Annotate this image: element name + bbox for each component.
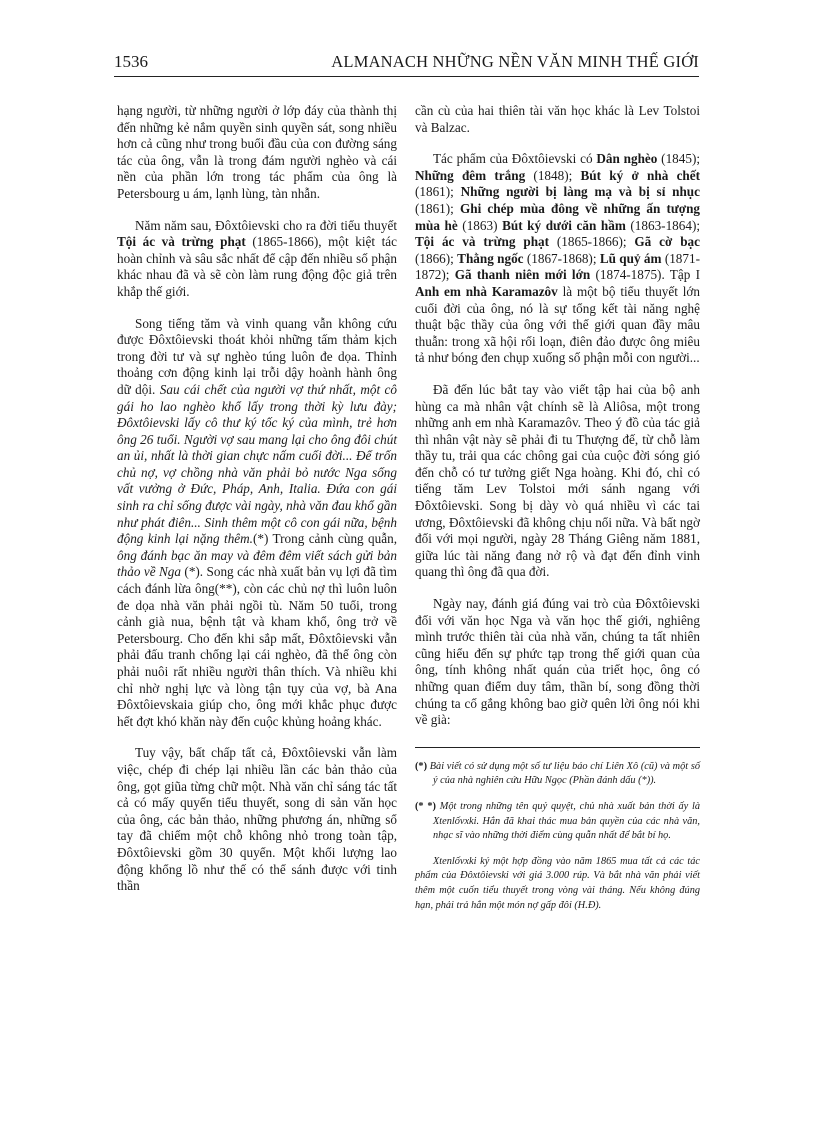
footnote-text: Bài viết có sử dụng một số tư liệu báo chí Liên Xô (cũ) và một số ý của nhà nghiên cứu Hữu Ngọc (Phần đánh dấu (*)). [427, 760, 700, 787]
footnote [415, 800, 700, 844]
book-title: Ghi chép mùa đông về những ấn tượng mùa hè [415, 200, 700, 233]
book-title: Gã thanh niên mới lớn [454, 267, 591, 283]
text-run: (1848); [525, 167, 581, 183]
text-run: Song tiếng tăm và vinh quang vẫn không cứu được Đôxtôievski thoát khỏi những tấm thảm kịch trong đời tư và sự nghèo túng luôn đe dọa. Thỉnh thoảng cơn động kinh lại trỗi dậy hoành hành ông dữ dội. [117, 315, 397, 397]
book-title: Bút ký ở nhà chết [580, 167, 701, 183]
text-run: (1871-1872); [415, 250, 700, 283]
footnote-text: Một trong những tên quỷ quyệt, chủ nhà xuất bản thời ấy là Xtenlốvxki. Hắn đã khai thác mua bản quyền của các nhà văn, nhạc sĩ vào những thời điểm cùng quẫn nhất để bắt bí họ. [433, 800, 701, 842]
paragraph [415, 151, 700, 367]
text-run: (1845); [657, 151, 700, 167]
book-title: Anh em nhà Karamazôv [415, 283, 558, 299]
text-run: (*). Song các nhà xuất bản vụ lợi đã tìm cách đánh lừa ông(**), còn các chủ nợ thì luôn luôn đe dọa nhà văn phải ngồi tù. Năm 50 tuổi, trong cảnh già nua, bệnh tật và kham khổ, ông trở về Petersbourg. Cho đến khi sắp mất, Đôxtôievski vẫn phải đấu tranh chống lại cái nghèo, đã thế ông còn phải nuôi rất nhiều người thân thích. Và nhiều khi chỉ nhờ nghị lực và lòng tận tụy của vợ, bà Ana Đôxtôievskaia giúp cho, ông mới khắc phục được hết đợt khó khăn này đến cuộc khủng hoảng khác. [117, 564, 397, 729]
text-run: (1866); [415, 250, 458, 266]
paragraph: Tuy vậy, bất chấp tất cả, Đôxtôievski vẫn làm việc, chép đi chép lại nhiều lần các bản thảo của ông, gọt giũa từng chữ một. Nhà văn chỉ sáng tác tất cả có mấy quyển tiểu thuyết, song di sản văn học của ông, các bản thảo, những phương án, những sổ tay đã chiếm một chỗ không nhỏ trong toàn tập, Đôxtôievski gồm 30 quyển. Một khối lượng lao động khổng lồ như thế có thể sánh được với tinh thần [117, 745, 397, 894]
text-run: (1863) [457, 217, 503, 233]
book-title: Những đêm trắng [415, 167, 526, 183]
text-run: (1861); [415, 200, 460, 216]
book-title: Gã cờ bạc [634, 234, 700, 250]
text-run: Tác phẩm của Đôxtôievski có [433, 151, 597, 167]
paragraph [117, 316, 397, 731]
footnote-mark: (*) [415, 760, 428, 772]
paragraph: Đã đến lúc bắt tay vào viết tập hai của bộ anh hùng ca mà nhân vật chính sẽ là Aliôsa, một trong những anh em nhà Karamazôv. Theo ý đồ của tác giả thì nhân vật này sẽ phải đi tu Thượng đế, từ chỗ làm thầy tu, trải qua các chông gai của cuộc đời sóng gió đến chỗ có tư tưởng giết Nga hoàng. Khi đó, chỉ có tiếng tăm Lev Tolstoi mới sánh ngang với Đôxtôievski. Song bị dày vò quá nhiều vì các tai ương, Đôxtôievski đã không chịu nổi nữa. Và bất ngờ đối với mọi người, ngày 28 Tháng Giêng năm 1881, giữa lúc tài năng đang nở rộ và đạt đến đỉnh vinh quang thì ông đã qua đời. [415, 381, 700, 580]
footnote-divider [415, 747, 700, 748]
text-run: là một bộ tiểu thuyết lớn cuối đời của ông, nó là sự tổng kết tài năng nghệ thuật bậc thầy của ông với thế giới quan đầy mâu thuẫn: trong xã hội rối loạn, điên đảo được ông miêu tả như bóng đen chụp xuống số phận mỗi con người... [415, 283, 700, 366]
page-number: 1536 [114, 52, 148, 71]
paragraph: Ngày nay, đánh giá đúng vai trò của Đôxtôievski đối với văn học Nga và văn học thế giới, nghiêng mình trước thiên tài của nhà văn, chúng ta tất nhiên cũng hiểu đến sự phức tạp trong thế giới quan của ông, tính không nhất quán của triết học, ông có những quan điểm duy tâm, thần bí, song đồng thời chúng ta cố gắng không bao giờ quên lời ông nói khi về già: [415, 596, 700, 728]
text-run: (*) Trong cảnh cùng quẫn, [252, 531, 397, 547]
italic-passage: Sau cái chết của người vợ thứ nhất, một cô gái ho lao nghèo khổ lấy trong thời kỳ lưu đày; Đôxtôievski lấy cô thư ký tốc ký của mình, trẻ hơn ông 26 tuổi. Người vợ sau mang lại cho ông đôi chút an ủi, nhất là thời gian chực nấm cuối đời... Để trốn chủ nợ, vợ chồng nhà văn phải bỏ nước Nga sống vất vưởng ở Đức, Pháp, Anh, Italia. Đứa con gái sinh ra chỉ sống được vài ngày, nhà văn đau khổ gần như phát điên... Sinh thêm một cô con gái nữa, bệnh động kinh lại nặng thêm. [117, 381, 397, 547]
book-title: Thằng ngốc [457, 250, 524, 266]
text-run: (1863-1864); [625, 217, 700, 233]
footnote [415, 760, 700, 789]
book-title: Dân nghèo [596, 151, 658, 167]
text-run: (1865-1866); [549, 234, 635, 250]
paragraph: hạng người, từ những người ở lớp đáy của thành thị đến những kẻ nắm quyền sinh quyền sát, song nhiều hơn cả cũng như trong buổi đầu của con đường sáng tác của ông, vẫn là trong đám người nghèo và cái nền của phần lớn trong tác phẩm của ông là Petersbourg u ám, lạnh lùng, tàn nhẫn. [117, 103, 397, 201]
left-column [117, 103, 397, 895]
book-title: Bút ký dưới căn hầm [502, 217, 626, 233]
italic-passage: ông đánh bạc ăn may và đêm đêm viết sách gửi bản thảo về Nga [117, 547, 397, 580]
book-title: Tội ác và trừng phạt [117, 234, 246, 250]
book-title: Những người bị làng mạ và bị sỉ nhục [460, 184, 700, 200]
text-run: (1861); [415, 184, 461, 200]
text-run: (1867-1868); [523, 250, 600, 266]
paragraph: cần cù của hai thiên tài văn học khác là Lev Tolstoi và Balzac. [415, 103, 700, 135]
text-run: Năm năm sau, Đôxtôievski cho ra đời tiểu thuyết [135, 217, 397, 233]
text-run: (1865-1866), một kiệt tác hoàn chỉnh và sâu sắc nhất để cập đến nhiều số phận khác nhau đã và sẽ còn làm rung động độc giả trên khắp thế giới. [117, 234, 397, 299]
text-run: (1874-1875). Tập I [590, 267, 700, 283]
footnote-mark: (* *) [415, 800, 436, 812]
paragraph [117, 218, 397, 301]
right-column [415, 103, 700, 913]
book-title: Lũ quỷ ám [599, 250, 662, 266]
footnote: Xtenlốvxki ký một hợp đồng vào năm 1865 mua tất cả các tác phẩm của Đôxtôievski với giá 3.000 rúp. Và bắt nhà văn phải viết thêm một cuốn tiểu thuyết trong vòng vài tháng. Nếu không đúng hạn, phải trả hắn một món nợ gấp đôi (H.Đ). [415, 855, 700, 911]
running-title: ALMANACH NHỮNG NỀN VĂN MINH THẾ GIỚI [331, 52, 699, 71]
book-title: Tội ác và trừng phạt [415, 234, 550, 250]
running-header [114, 50, 699, 77]
